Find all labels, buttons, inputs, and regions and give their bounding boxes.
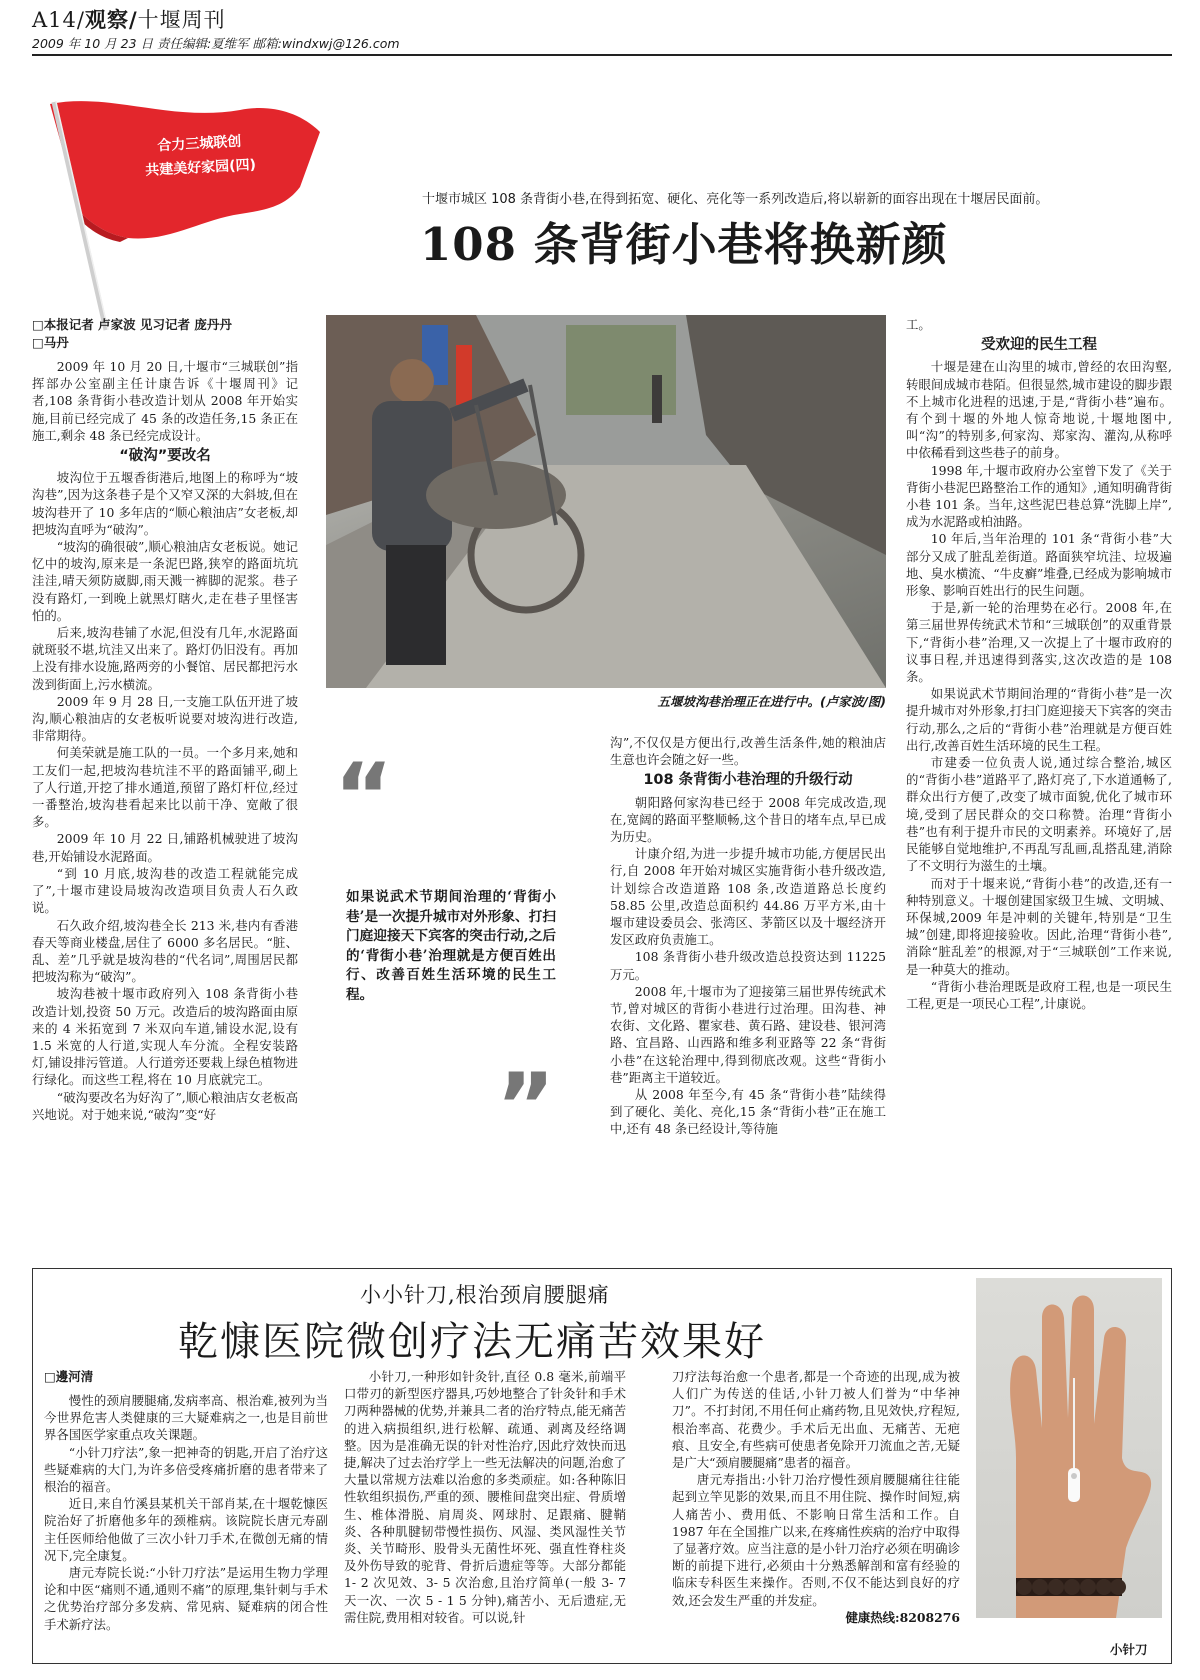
- needle-knife-photo: [976, 1278, 1162, 1618]
- ad-column-3: [672, 1368, 960, 1626]
- paragraph: 慢性的颈肩腰腿痛,发病率高、根治难,被列为当今世界危害人类健康的三大疑难病之一,也是目前世界各国医学家重点攻关课题。: [44, 1393, 328, 1443]
- paragraph: 于是,新一轮的治理势在必行。2008 年,在第三届世界传统武术节和“三城联创”的双重背景下,“背街小巷”治理,又一次提上了十堰市政府的议事日程,并迅速得到落实,这次改造的是 108 条。: [906, 600, 1172, 685]
- paragraph: “到 10 月底,坡沟巷的改造工程就能完成了”,十堰市建设局坡沟改造项目负责人石久政说。: [32, 865, 298, 916]
- header-rule: [32, 54, 1172, 56]
- byline-line-1: □本报记者 卢家波 见习记者 庞丹丹: [32, 317, 232, 332]
- section-name: 观察: [84, 7, 129, 32]
- header-separator: /: [128, 7, 138, 32]
- paragraph: 2009 年 9 月 28 日,一支施工队伍开进了坡沟,顺心粮油店的女老板听说要对坡沟进行改造,非常期待。: [32, 693, 298, 744]
- quote-open-icon: “: [334, 744, 394, 849]
- paragraph: “背街小巷治理既是政府工程,也是一项民生工程,更是一项民心工程”,计康说。: [906, 978, 1172, 1011]
- paragraph: 计康介绍,为进一步提升城市功能,方便居民出行,自 2008 年开始对城区实施背街小巷升级改造,计划综合改造道路 108 条,改造道路总长度约 58.85 公里,改造总面积约 44.86 万平方米,由十堰市建设委员会、张湾区、茅箭区以及十堰经济开发区政府负责施工。: [610, 846, 886, 948]
- paragraph: 如果说武术节期间治理的“背街小巷”是一次提升城市对外形象,打扫门庭迎接天下宾客的突击行动,那么,之后的“背街小巷”治理就是方便百姓出行,改善百姓生活环境的民生工程。: [906, 686, 1172, 753]
- paragraph: 市建委一位负责人说,通过综合整治,城区的“背街小巷”道路平了,路灯亮了,下水道通畅了,群众出行方便了,改变了城市面貌,优化了城市环境,受到了居民群众的交口称赞。治理“背街小巷”也有利于提升市民的文明素养。环境好了,居民能够自觉地维护,不再乱写乱画,乱搭乱建,消除了不文明行为滋生的土壤。: [906, 755, 1172, 874]
- paragraph: 从 2008 年至今,有 45 条“背街小巷”陆续得到了硬化、美化、亮化,15 条“背街小巷”正在施工中,还有 48 条已经设计,等待施: [610, 1087, 886, 1137]
- paragraph: 何美荣就是施工队的一员。一个多月来,她和工友们一起,把坡沟巷坑洼不平的路面铺平,砌上了人行道,开挖了排水通道,预留了路灯杆位,经过一番整治,坡沟巷看起来比以前干净、宽敞了很多。: [32, 745, 298, 830]
- paragraph: 工。: [906, 317, 931, 332]
- paragraph: 刀疗法每治愈一个患者,都是一个奇迹的出现,成为被人们广为传送的佳话,小针刀被人们誉为“中华神刀”。不打封闭,不用任何止痛药物,且见效快,疗程短,根治率高、花费少。手术后无出血、无痛苦、无疤痕、且安全,有些病可使患者免除开刀流血之苦,无疑是广大“颈肩腰腿痛”患者的福音。: [672, 1369, 960, 1471]
- paragraph: 近日,来自竹溪县某机关干部肖某,在十堰乾慷医院治好了折磨他多年的颈椎病。该院院长唐元寿副主任医师给他做了三次小针刀手术,在微创无痛的情况下,完全康复。: [44, 1496, 328, 1563]
- paragraph: 108 条背街小巷升级改造总投资达到 11225 万元。: [610, 949, 886, 982]
- article-column-4: [906, 316, 1172, 1012]
- paragraph: 1998 年,十堰市政府办公室曾下发了《关于背街小巷泥巴路整治工作的通知》,通知明确背街小巷 101 条。当年,这些泥巴巷总算“洗脚上岸”,成为水泥路或柏油路。: [906, 462, 1172, 530]
- ad-column-2: [344, 1368, 626, 1626]
- paper-name: 十堰周刊: [137, 8, 226, 32]
- paragraph: 2008 年,十堰市为了迎接第三届世界传统武术节,曾对城区的背街小巷进行过治理。田沟巷、神农街、文化路、瞿家巷、黄石路、建设巷、银河湾路、宜昌路、山西路和维多利亚路等 22 条“背街小巷”在这轮治理中,得到彻底改观。这些“背街小巷”距离主干道较近。: [610, 983, 886, 1085]
- flag-line-1: 合力三城联创: [157, 133, 242, 155]
- paragraph: 而对于十堰来说,“背街小巷”的改造,还有一种特别意义。十堰创建国家级卫生城、文明城、环保城,2009 年是冲刺的关键年,特别是“卫生城”创建,即将迎接验收。因此,治理“背街小巷”,消除“脏乱差”的根源,对于“三城联创”工作来说,是一种莫大的推动。: [906, 875, 1172, 977]
- hand-needle-icon: [976, 1278, 1162, 1618]
- paragraph: “小针刀疗法”,象一把神奇的钥匙,开启了治疗这些疑难病的大门,为许多倍受疼痛折磨的患者带来了根治的福音。: [44, 1444, 328, 1495]
- byline-line-2: □马丹: [32, 335, 69, 350]
- paragraph: 沟”,不仅仅是方便出行,改善生活条件,她的粮油店生意也许会随之好一些。: [610, 735, 886, 768]
- subheading: 受欢迎的民生工程: [981, 337, 1097, 354]
- article-column-1: [32, 316, 298, 1123]
- flag-text: [119, 128, 281, 184]
- construction-photo-icon: [326, 315, 886, 688]
- hotline: 健康热线:8208276: [845, 1609, 960, 1625]
- article-column-3: [610, 734, 886, 1138]
- flag-line-2: 共建美好家园(四): [144, 157, 257, 179]
- paragraph: 十堰是建在山沟里的城市,曾经的农田沟壑,转眼间成城市巷陌。但很显然,城市建设的脚步跟不上城市化进程的迅速,于是,“背街小巷”遍布。有个到十堰的外地人惊奇地说,十堰地图中,叫“沟”的特别多,何家沟、郑家沟、灌沟,从称呼中依稀看到这些巷子的前身。: [906, 359, 1172, 461]
- paragraph: “坡沟的确很破”,顺心粮油店女老板说。她记忆中的坡沟,原来是一条泥巴路,狭窄的路面坑坑洼洼,晴天须防崴脚,雨天溅一裤脚的泥浆。巷子没有路灯,一到晚上就黑灯瞎火,走在巷子里怪害怕的。: [32, 539, 298, 623]
- subheading: “破沟”要改名: [119, 448, 211, 465]
- paragraph: 小针刀,一种形如针灸针,直径 0.8 毫米,前端平口带刃的新型医疗器具,巧妙地整合了针灸针和手术刀两种器械的优势,并兼具二者的治疗特点,能无痛苦的进入病损组织,进行松解、疏通、剥离及经络调整。因为是准确无误的针对性治疗,因此疗效快而迅捷,解决了过去治疗学上一些无法解决的问题,治愈了大量以常规方法难以治愈的多类顽症。如:各种陈旧性软组织损伤,严重的颈、腰椎间盘突出症、骨质增生、椎体滑脱、肩周炎、网球肘、足跟痛、腱鞘炎、各种肌腱韧带慢性损伤、风湿、类风湿性关节炎、关节畸形、股骨头无菌性坏死、强直性脊柱炎及外伤导致的驼背、骨折后遗症等等。大部分都能 1- 2 次见效、3- 5 次治愈,且治疗简单(一般 3- 7 天一次、一次 5 - 1 5 分钟),痛苦小、无后遗症,无需住院,费用相对较省。可以说,针: [344, 1369, 626, 1625]
- paragraph: 坡沟巷被十堰市政府列入 108 条背街小巷改造计划,投资 50 万元。改造后的坡沟路面由原来的 4 米拓宽到 7 米双向车道,铺设水泥,设有 1.5 米宽的人行道,实现人车分流。全程安装路灯,铺设排污管道。人行道旁还要栽上绿色植物进行绿化。而这些工程,将在 10 月底就完工。: [32, 986, 298, 1088]
- page-label: A14/: [32, 8, 85, 32]
- paragraph: 2009 年 10 月 20 日,十堰市“三城联创”指挥部办公室副主任计康告诉《十堰周刊》记者,108 条背街小巷改造计划从 2008 年开始实施,目前已经完成了 45 条的改造任务,15 条正在施工,剩余 48 条已经完成设计。: [32, 359, 298, 443]
- red-flag-icon: [50, 92, 330, 332]
- ad-title: 乾慷医院微创疗法无痛苦效果好: [178, 1319, 766, 1365]
- header-meta: 2009 年 10 月 23 日 责任编辑:夏维军 邮箱:windxwj@126.com: [32, 36, 400, 51]
- article-headline: 108 条背街小巷将换新颜: [420, 218, 948, 271]
- paragraph: 朝阳路何家沟巷已经于 2008 年完成改造,现在,宽阔的路面平整顺畅,这个昔日的堵车点,早已成为历史。: [610, 794, 886, 845]
- street-photo: [326, 315, 886, 688]
- paragraph: 10 年后,当年治理的 101 条“背街小巷”大部分又成了脏乱差街道。路面狭窄坑洼、垃圾遍地、臭水横流、“牛皮癣”堆叠,已经成为影响城市形象、影响百姓出行的民生问题。: [906, 531, 1172, 599]
- quote-close-icon: ”: [496, 1054, 556, 1159]
- pull-quote: 如果说武术节期间治理的‘背街小巷’是一次提升城市对外形象、打扫门庭迎接天下宾客的突击行动,之后的‘背街小巷’治理就是方便百姓出行、改善百姓生活环境的民生工程。: [346, 889, 556, 1003]
- byline: [32, 316, 298, 352]
- paragraph: 石久政介绍,坡沟巷全长 213 米,巷内有香港春天等商业楼盘,居住了 6000 多名居民。“脏、乱、差”几乎就是坡沟巷的“代名词”,周围居民都把坡沟称为“破沟”。: [32, 917, 298, 985]
- ad-column-1: [44, 1368, 328, 1633]
- photo-caption: 五堰坡沟巷治理正在进行中。(卢家波/图): [657, 694, 886, 709]
- subheading: 108 条背街小巷治理的升级行动: [643, 772, 853, 789]
- paragraph: “破沟要改名为好沟了”,顺心粮油店女老板高兴地说。对于她来说,“破沟”变“好: [32, 1089, 298, 1122]
- paragraph: 后来,坡沟巷铺了水泥,但没有几年,水泥路面就斑驳不堪,坑洼又出来了。路灯仍旧没有。再加上没有排水设施,路两旁的小餐馆、居民都把污水泼到街面上,污水横流。: [32, 625, 298, 692]
- paragraph: 坡沟位于五堰香街港后,地图上的称呼为“坡沟巷”,因为这条巷子是个又窄又深的大斜坡,但在坡沟巷开了 10 多年店的“顺心粮油店”女老板,却把坡沟直呼为“破沟”。: [32, 470, 298, 537]
- paragraph: 唐元寿院长说:“小针刀疗法”是运用生物力学理论和中医“痛则不通,通则不痛”的原理,集针刺与手术之优势治疗部分多发病、常见病、疑难病的闭合性手术新疗法。: [44, 1565, 328, 1632]
- paragraph: 唐元寿指出:小针刀治疗慢性颈肩腰腿痛往往能起到立竿见影的效果,而且不用住院、操作时间短,病人痛苦小、费用低、不影响日常生活和工作。自 1987 年在全国推广以来,在疼痛性疾病的治疗中取得了显著疗效。应当注意的是小针刀治疗必须在明确诊断的前提下进行,必须由十分熟悉解剖和富有经验的临床专科医生来操作。否则,不仅不能达到良好的疗效,还会发生严重的并发症。: [672, 1472, 960, 1608]
- ad-kicker: 小小针刀,根治颈肩腰腿痛: [360, 1283, 610, 1307]
- needle-photo-caption: 小针刀: [1110, 1642, 1148, 1657]
- paragraph: 2009 年 10 月 22 日,铺路机械驶进了坡沟巷,开始铺设水泥路面。: [32, 831, 298, 864]
- article-deck: 十堰市城区 108 条背街小巷,在得到拓宽、硬化、亮化等一系列改造后,将以崭新的面容出现在十堰居民面前。: [422, 192, 1049, 207]
- ad-byline: □邊河清: [44, 1369, 94, 1384]
- page-header: [32, 4, 226, 34]
